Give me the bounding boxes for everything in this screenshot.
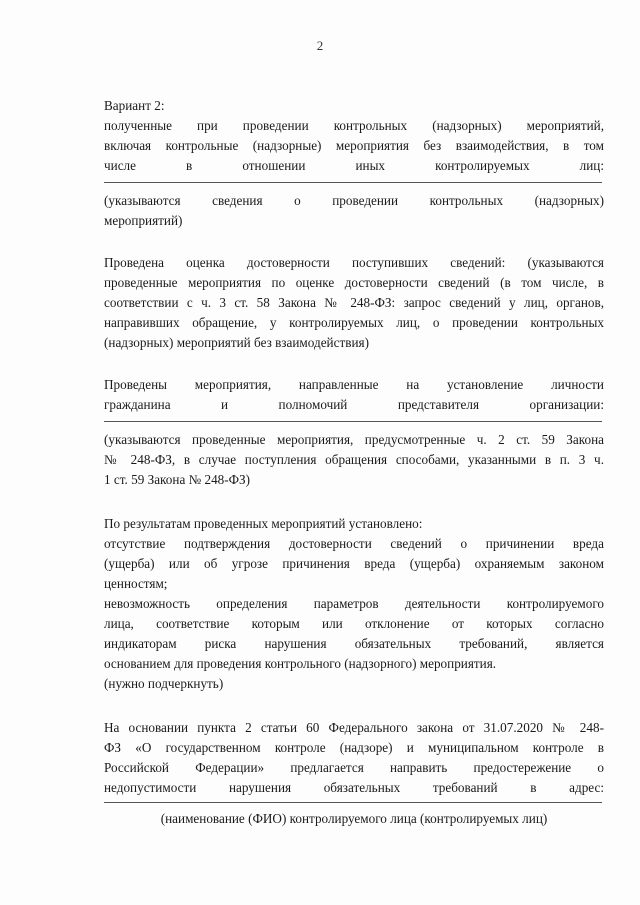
page-number: 2 (316, 38, 324, 53)
fill-in-line (104, 802, 602, 803)
reliability-line: (надзорных) мероприятий без взаимодействия) (104, 335, 369, 350)
reliability-line: направивших обращение, у контролируемых лиц, о проведении контрольных (104, 315, 604, 330)
basis-line: Российской Федерации» предлагается направить предостережение о (104, 760, 604, 775)
basis-note: (наименование (ФИО) контролируемого лица (контролируемых лиц) (160, 811, 548, 826)
basis-line: На основании пункта 2 статьи 60 Федерального закона от 31.07.2020 № 248- (104, 720, 604, 735)
results-item1-line: (ущерба) или об угрозе причинения вреда (ущерба) охраняемым законом (104, 556, 604, 571)
variant-line: числе в отношении иных контролируемых лиц: (104, 158, 604, 173)
identity-line: Проведены мероприятия, направленные на установление личности (104, 377, 604, 392)
results-item2-line: невозможность определения параметров деятельности контролируемого (104, 596, 604, 611)
variant-note-line: мероприятий) (104, 213, 183, 228)
variant-note-line: (указываются сведения о проведении контрольных (надзорных) (104, 193, 604, 208)
variant-heading: Вариант 2: (104, 98, 165, 113)
reliability-line: Проведена оценка достоверности поступивших сведений: (указываются (104, 255, 604, 270)
results-note: (нужно подчеркнуть) (104, 676, 224, 691)
results-item2-line: лица, соответствие которым или отклонение от которых согласно (104, 616, 604, 631)
identity-note-line: 1 ст. 59 Закона № 248-ФЗ) (104, 472, 251, 487)
results-item2-line: основанием для проведения контрольного (надзорного) мероприятия. (104, 656, 497, 671)
reliability-line: проведенные мероприятия по оценке достоверности сведений (в том числе, в (104, 275, 604, 290)
results-item1-line: отсутствие подтверждения достоверности сведений о причинении вреда (104, 536, 604, 551)
results-intro: По результатам проведенных мероприятий установлено: (104, 516, 423, 531)
fill-in-line (104, 182, 602, 183)
identity-line: гражданина и полномочий представителя организации: (104, 397, 604, 412)
identity-note-line: № 248-ФЗ, в случае поступления обращения способами, указанными в п. 3 ч. (104, 452, 604, 467)
basis-line: недопустимости нарушения обязательных требований в адрес: (104, 780, 604, 795)
reliability-line: соответствии с ч. 3 ст. 58 Закона № 248-ФЗ: запрос сведений у лиц, органов, (104, 295, 604, 310)
identity-note-line: (указываются проведенные мероприятия, предусмотренные ч. 2 ст. 59 Закона (104, 432, 604, 447)
variant-line: включая контрольные (надзорные) мероприятия без взаимодействия, в том (104, 138, 604, 153)
variant-line: полученные при проведении контрольных (надзорных) мероприятий, (104, 118, 604, 133)
document-body (104, 96, 604, 829)
results-item2-line: индикаторам риска нарушения обязательных требований, является (104, 636, 604, 651)
results-item1-line: ценностям; (104, 576, 168, 591)
basis-line: ФЗ «О государственном контроле (надзоре) и муниципальном контроле в (104, 740, 604, 755)
fill-in-line (104, 421, 602, 422)
